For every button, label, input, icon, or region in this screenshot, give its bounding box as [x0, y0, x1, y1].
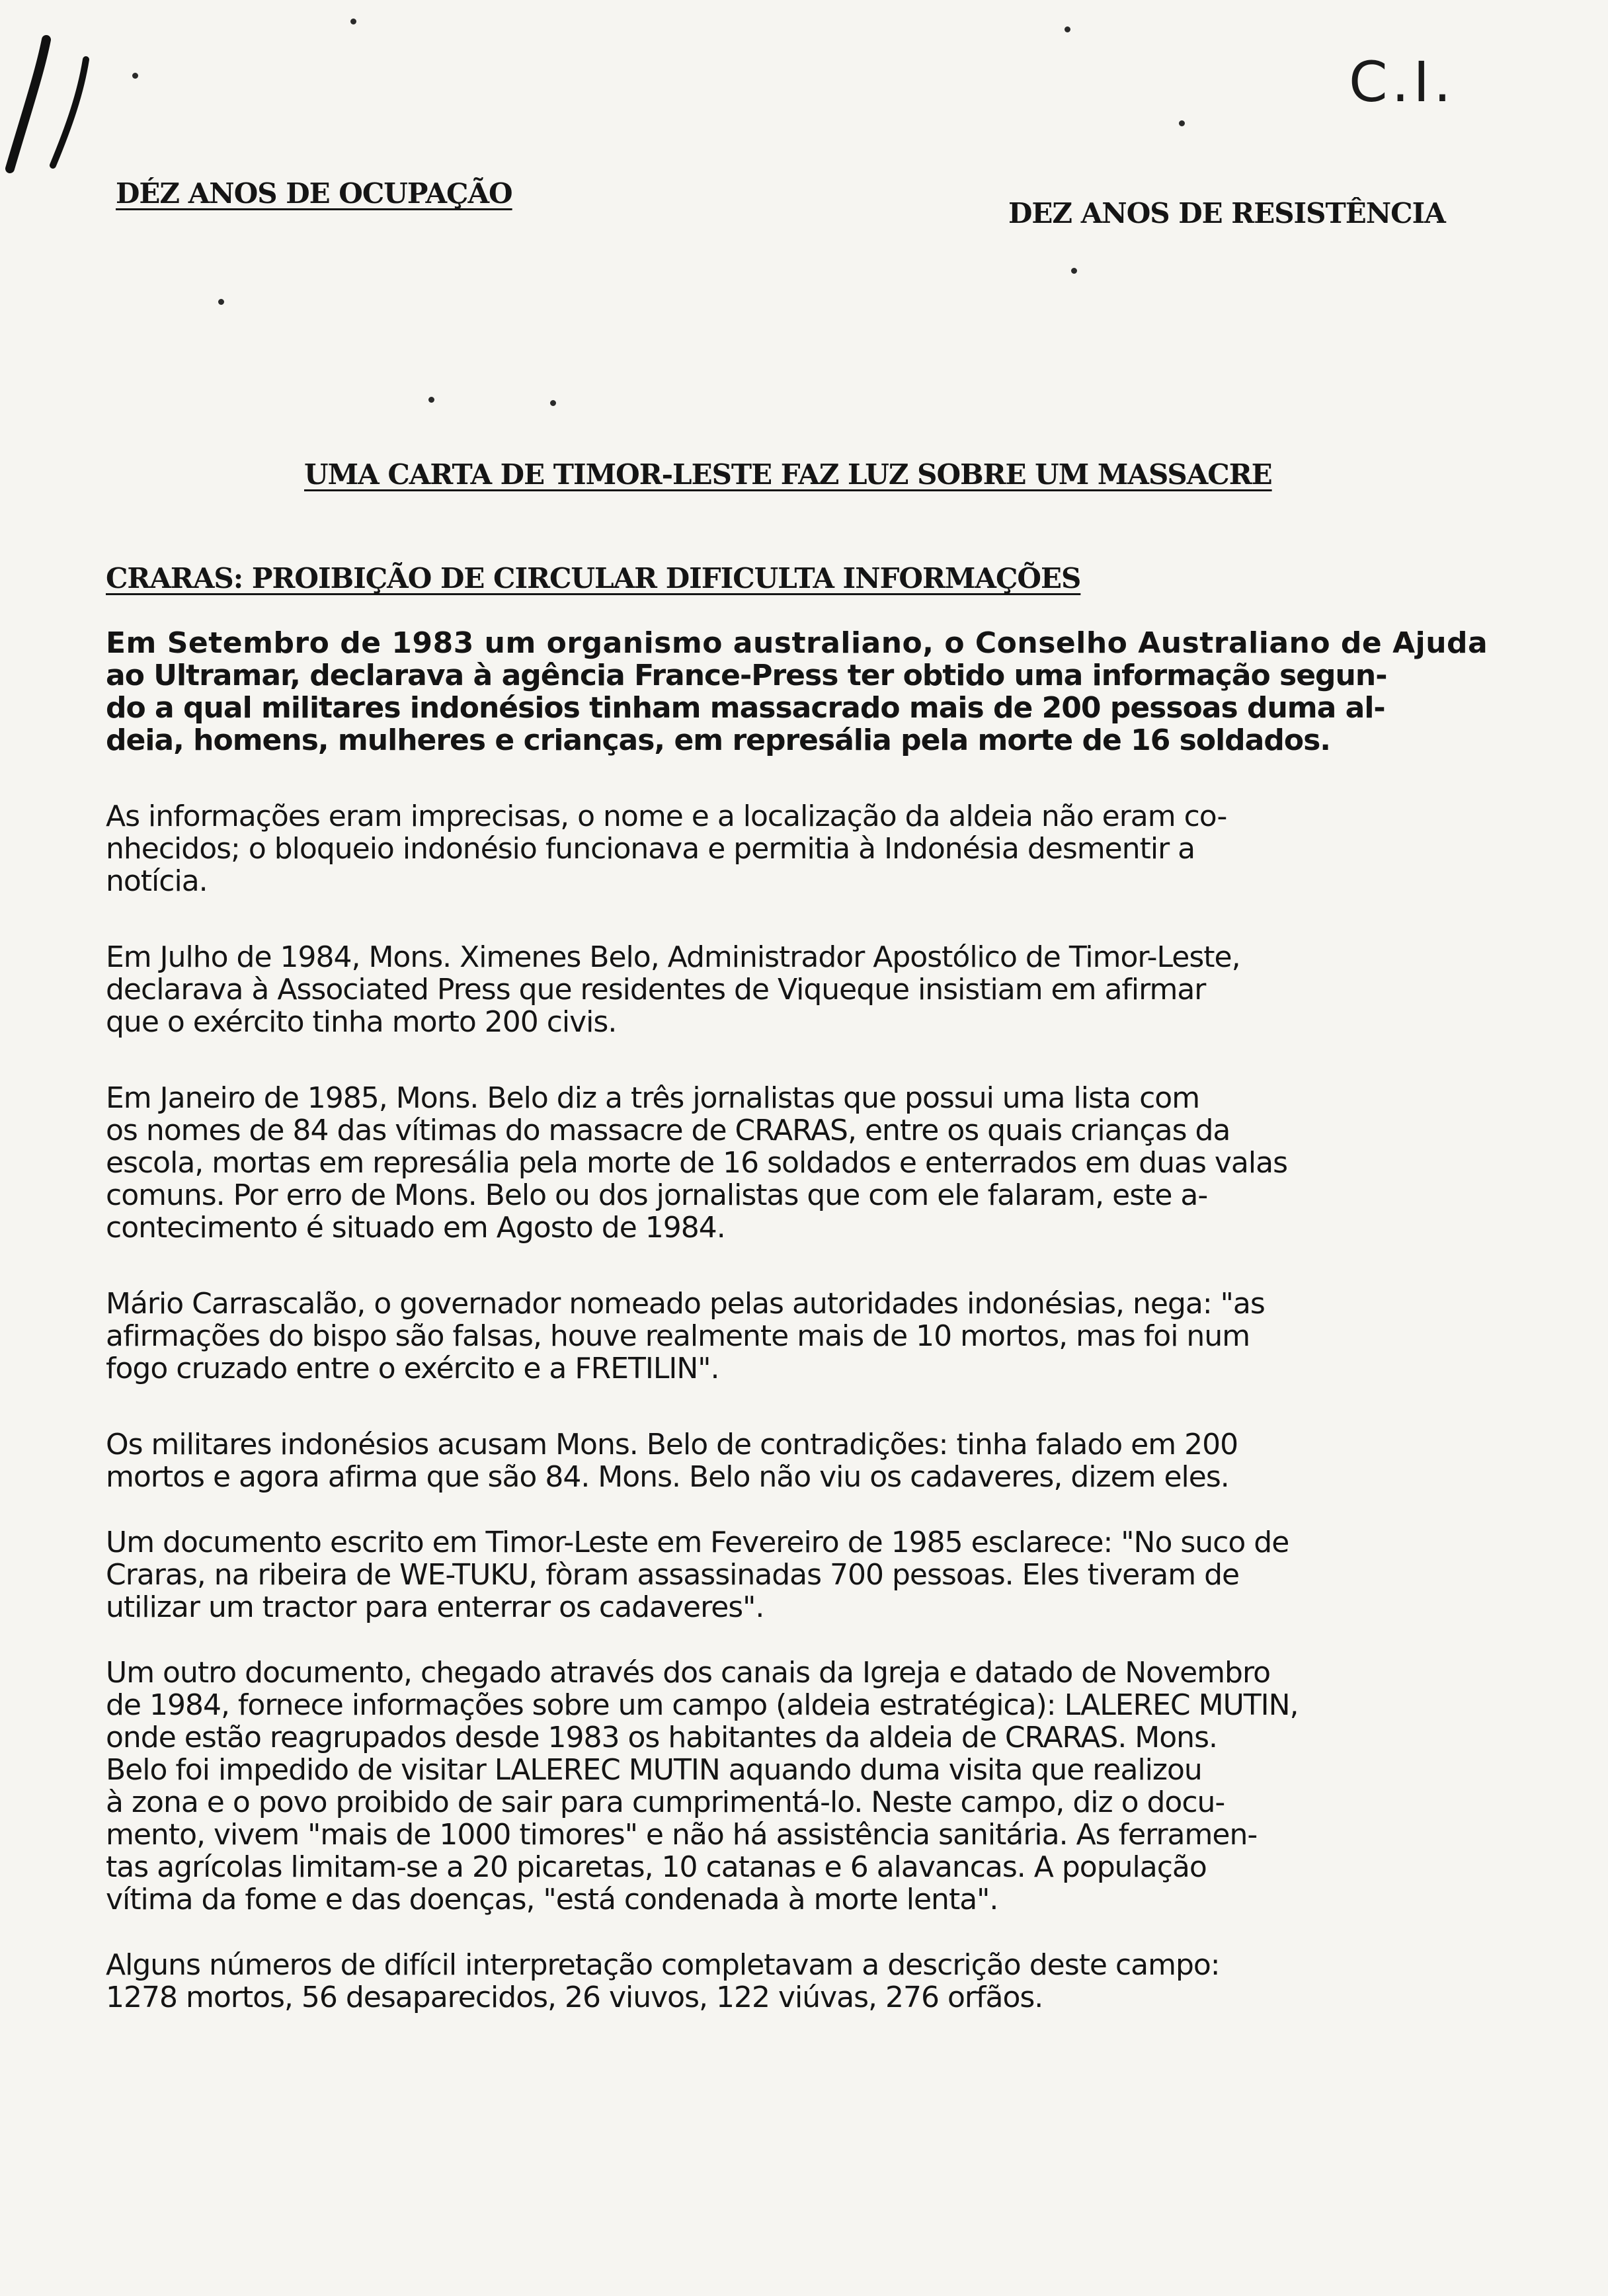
text-line: Um documento escrito em Timor-Leste em Fevereiro de 1985 esclarece: "No suco de — [106, 1526, 1289, 1559]
text-line: Mário Carrascalão, o governador nomeado pelas autoridades indonésias, nega: "as — [106, 1287, 1265, 1321]
text-line: escola, mortas em represália pela morte de 16 soldados e enterrados em duas valas — [106, 1146, 1288, 1180]
text-line: deia, homens, mulheres e crianças, em represália pela morte de 16 soldados. — [106, 723, 1330, 757]
text-line: tas agrícolas limitam-se a 20 picaretas, 10 catanas e 6 alavancas. A população — [106, 1850, 1207, 1884]
scan-speck — [428, 397, 434, 403]
document-title: UMA CARTA DE TIMOR-LESTE FAZ LUZ SOBRE UM MASSACRE — [304, 458, 1272, 491]
text-line: notícia. — [106, 864, 208, 898]
text-line: fogo cruzado entre o exército e a FRETILIN". — [106, 1352, 719, 1385]
text-line: Os militares indonésios acusam Mons. Belo de contradições: tinha falado em 200 — [106, 1428, 1238, 1461]
text-line: à zona e o povo proibido de sair para cumprimentá-lo. Neste campo, diz o docu- — [106, 1785, 1225, 1819]
text-line: utilizar um tractor para enterrar os cadaveres". — [106, 1590, 764, 1624]
section-subtitle: CRARAS: PROIBIÇÃO DE CIRCULAR DIFICULTA INFORMAÇÕES — [106, 562, 1081, 594]
text-line: do a qual militares indonésios tinham massacrado mais de 200 pessoas duma al- — [106, 691, 1385, 725]
text-line: afirmações do bispo são falsas, houve realmente mais de 10 mortos, mas foi num — [106, 1319, 1250, 1353]
text-line: mortos e agora afirma que são 84. Mons. Belo não viu os cadaveres, dizem eles. — [106, 1460, 1229, 1494]
text-line: Um outro documento, chegado através dos canais da Igreja e datado de Novembro — [106, 1656, 1271, 1690]
reference-code: C.I. — [1349, 50, 1455, 114]
text-line: nhecidos; o bloqueio indonésio funcionava e permitia à Indonésia desmentir a — [106, 832, 1195, 866]
text-line: mento, vivem "mais de 1000 timores" e não há assistência sanitária. As ferramen- — [106, 1818, 1258, 1852]
text-line: comuns. Por erro de Mons. Belo ou dos jornalistas que com ele falaram, este a- — [106, 1178, 1208, 1212]
text-line: declarava à Associated Press que residentes de Viqueque insistiam em afirmar — [106, 973, 1206, 1006]
scan-speck — [550, 400, 556, 406]
text-line: As informações eram imprecisas, o nome e a localização da aldeia não eram co- — [106, 800, 1227, 833]
document-body — [106, 626, 1488, 2047]
paragraph — [106, 800, 1455, 897]
paragraph — [106, 1949, 1455, 2014]
text-line: Em Setembro de 1983 um organismo australiano, o Conselho Australiano de Ajuda — [106, 626, 1488, 660]
scan-speck — [218, 299, 224, 305]
scan-speck — [1065, 26, 1070, 32]
scan-speck — [1179, 120, 1185, 126]
text-line: Belo foi impedido de visitar LALEREC MUTIN aquando duma visita que realizou — [106, 1753, 1202, 1787]
text-line: 1278 mortos, 56 desaparecidos, 26 viuvos, 122 viúvas, 276 orfãos. — [106, 1981, 1043, 2014]
header-left: DÉZ ANOS DE OCUPAÇÃO — [116, 177, 512, 210]
text-line: vítima da fome e das doenças, "está condenada à morte lenta". — [106, 1883, 998, 1916]
paragraph — [106, 1082, 1455, 1244]
scan-speck — [1071, 268, 1077, 274]
text-line: Em Janeiro de 1985, Mons. Belo diz a três jornalistas que possui uma lista com — [106, 1081, 1200, 1115]
text-line: onde estão reagrupados desde 1983 os habitantes da aldeia de CRARAS. Mons. — [106, 1721, 1217, 1754]
text-line: Alguns números de difícil interpretação completavam a descrição deste campo: — [106, 1948, 1220, 1982]
scan-speck — [132, 73, 138, 79]
scan-speck — [350, 19, 356, 24]
paragraph — [106, 1526, 1455, 1623]
handwritten-page-marker — [0, 33, 106, 179]
paragraph — [106, 1288, 1455, 1385]
text-line: Em Julho de 1984, Mons. Ximenes Belo, Administrador Apostólico de Timor-Leste, — [106, 940, 1240, 974]
paragraph — [106, 941, 1455, 1038]
text-line: ao Ultramar, declarava à agência France-Press ter obtido uma informação segun- — [106, 659, 1387, 692]
paragraph — [106, 1428, 1455, 1493]
paragraph — [106, 626, 1488, 757]
text-line: Craras, na ribeira de WE-TUKU, fòram assassinadas 700 pessoas. Eles tiveram de — [106, 1558, 1240, 1592]
header-right: DEZ ANOS DE RESISTÊNCIA — [1008, 197, 1445, 229]
text-line: os nomes de 84 das vítimas do massacre de CRARAS, entre os quais crianças da — [106, 1114, 1230, 1147]
text-line: contecimento é situado em Agosto de 1984. — [106, 1211, 725, 1245]
text-line: que o exército tinha morto 200 civis. — [106, 1005, 617, 1039]
text-line: de 1984, fornece informações sobre um campo (aldeia estratégica): LALEREC MUTIN, — [106, 1688, 1299, 1722]
paragraph — [106, 1657, 1455, 1916]
